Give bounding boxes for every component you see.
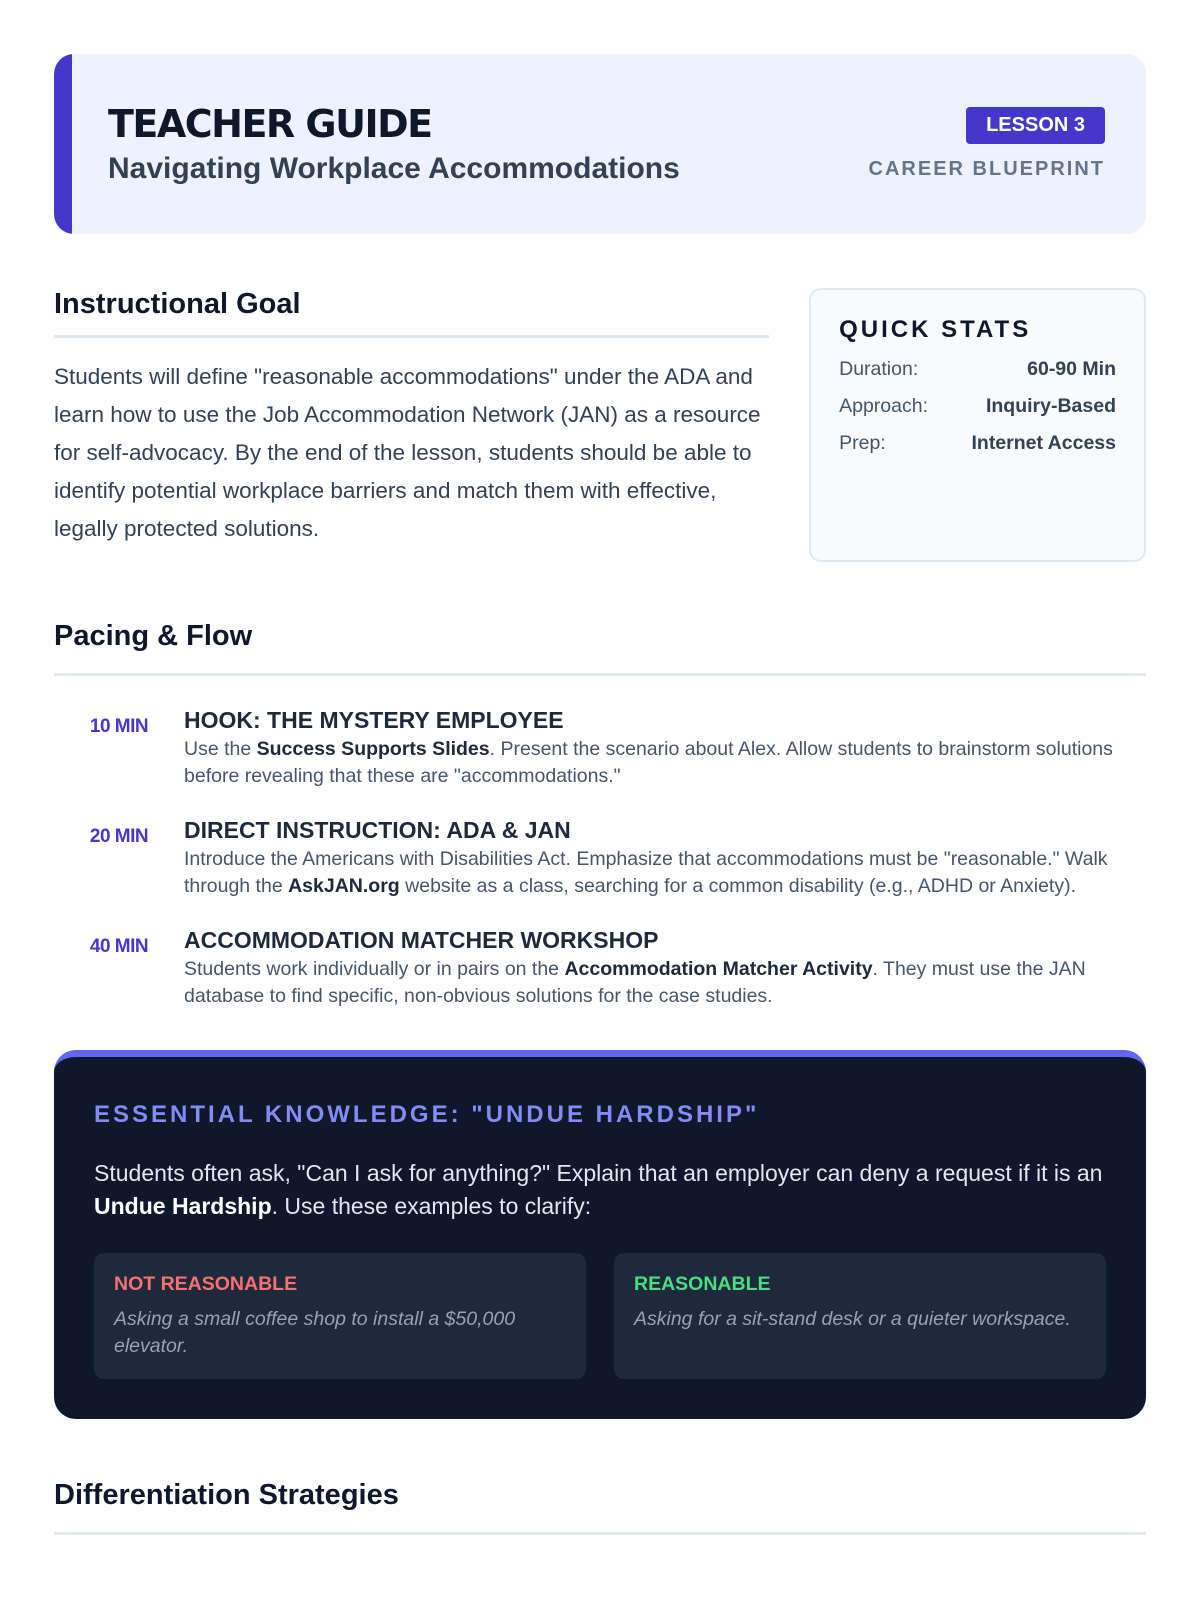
pacing-body: [184, 706, 1146, 790]
stat-row-prep: [839, 432, 1116, 455]
pacing-desc-bold: AskJAN.org: [288, 875, 400, 897]
pacing-heading: Pacing & Flow: [54, 620, 1146, 676]
not-reasonable-box: [94, 1253, 586, 1379]
goal-section: [54, 288, 1146, 562]
header-card: [54, 54, 1146, 234]
differentiation-heading: Differentiation Strategies: [54, 1479, 1146, 1535]
pacing-title: HOOK: THE MYSTERY EMPLOYEE: [184, 707, 564, 733]
essential-text-bold: Undue Hardship: [94, 1193, 272, 1219]
pacing-desc-bold: Success Supports Slides: [256, 738, 490, 760]
program-label: CAREER BLUEPRINT: [868, 158, 1105, 180]
pacing-desc-bold: Accommodation Matcher Activity: [564, 958, 873, 980]
reasonable-text: Asking for a sit-stand desk or a quieter workspace.: [634, 1308, 1071, 1330]
essential-text: . Use these examples to clarify:: [271, 1193, 592, 1219]
pacing-body: [184, 816, 1146, 900]
pacing-title: ACCOMMODATION MATCHER WORKSHOP: [184, 927, 659, 953]
pacing-desc-text: . They must use the JAN database to find specific, non-obvious solutions for the case studies.: [184, 958, 1086, 1007]
lesson-badge: LESSON 3: [966, 107, 1105, 144]
reasonable-box: [614, 1253, 1106, 1379]
pacing-desc-text: . Present the scenario about Alex. Allow students to brainstorm solutions before revealing that these are "accommodations.": [184, 738, 1113, 787]
stat-label: Duration:: [839, 358, 919, 380]
pacing-time: 40 MIN: [89, 936, 149, 957]
pacing-desc-text: website as a class, searching for a common disability (e.g., ADHD or Anxiety).: [399, 875, 1076, 897]
stat-label: Approach:: [839, 395, 929, 417]
pacing-description: [184, 736, 1146, 790]
stat-value: Inquiry-Based: [985, 395, 1116, 417]
goal-heading: Instructional Goal: [54, 288, 769, 338]
stat-row-approach: [839, 395, 1116, 418]
pacing-item-workshop: [54, 926, 1146, 1010]
stat-value: Internet Access: [971, 432, 1116, 454]
not-reasonable-text: Asking a small coffee shop to install a $50,000 elevator.: [114, 1308, 516, 1357]
pacing-body: [184, 926, 1146, 1010]
header-accent-bar: [54, 54, 72, 234]
goal-text: Students will define "reasonable accommodations" under the ADA and learn how to use the Job Accommodation Network (JAN) as a resource for self-advocacy. By the end of the lesson, students should be able to identify potential workplace barriers and match them with effective, legally protected solutions.: [54, 364, 761, 541]
header-titles: [108, 102, 680, 186]
stat-value: 60-90 Min: [1027, 358, 1116, 380]
essential-knowledge-title: ESSENTIAL KNOWLEDGE: "UNDUE HARDSHIP": [94, 1101, 760, 1128]
pacing-list: [54, 706, 1146, 1010]
pacing-desc-text: Introduce the Americans with Disabilities Act. Emphasize that accommodations must be "reasonable." Walk through the: [184, 848, 1108, 897]
essential-text: Students often ask, "Can I ask for anything?" Explain that an employer can deny a request if it is an: [94, 1160, 1103, 1186]
essential-knowledge-card: [54, 1050, 1146, 1419]
example-boxes: [94, 1253, 1106, 1379]
pacing-time: 10 MIN: [89, 716, 149, 737]
stat-label: Prep:: [839, 432, 886, 454]
reasonable-label: REASONABLE: [634, 1273, 771, 1295]
header-meta: [869, 107, 1105, 181]
quick-stats-title: QUICK STATS: [839, 316, 1032, 343]
pacing-time: 20 MIN: [89, 826, 149, 847]
pacing-desc-text: Students work individually or in pairs on the: [184, 958, 565, 980]
pacing-description: [184, 846, 1146, 900]
differentiation-section: [54, 1479, 1146, 1535]
pacing-title: DIRECT INSTRUCTION: ADA & JAN: [184, 817, 571, 843]
document-title: TEACHER GUIDE: [108, 102, 432, 146]
essential-knowledge-text: [94, 1157, 1106, 1223]
pacing-item-hook: [54, 706, 1146, 790]
pacing-desc-text: Use the: [184, 738, 257, 760]
pacing-item-direct-instruction: [54, 816, 1146, 900]
pacing-section: [54, 620, 1146, 1010]
not-reasonable-label: NOT REASONABLE: [114, 1273, 298, 1295]
document-subtitle: Navigating Workplace Accommodations: [108, 152, 680, 185]
instructional-goal: [54, 288, 769, 562]
stat-row-duration: [839, 358, 1116, 381]
quick-stats-card: [809, 288, 1146, 562]
pacing-description: [184, 956, 1146, 1010]
